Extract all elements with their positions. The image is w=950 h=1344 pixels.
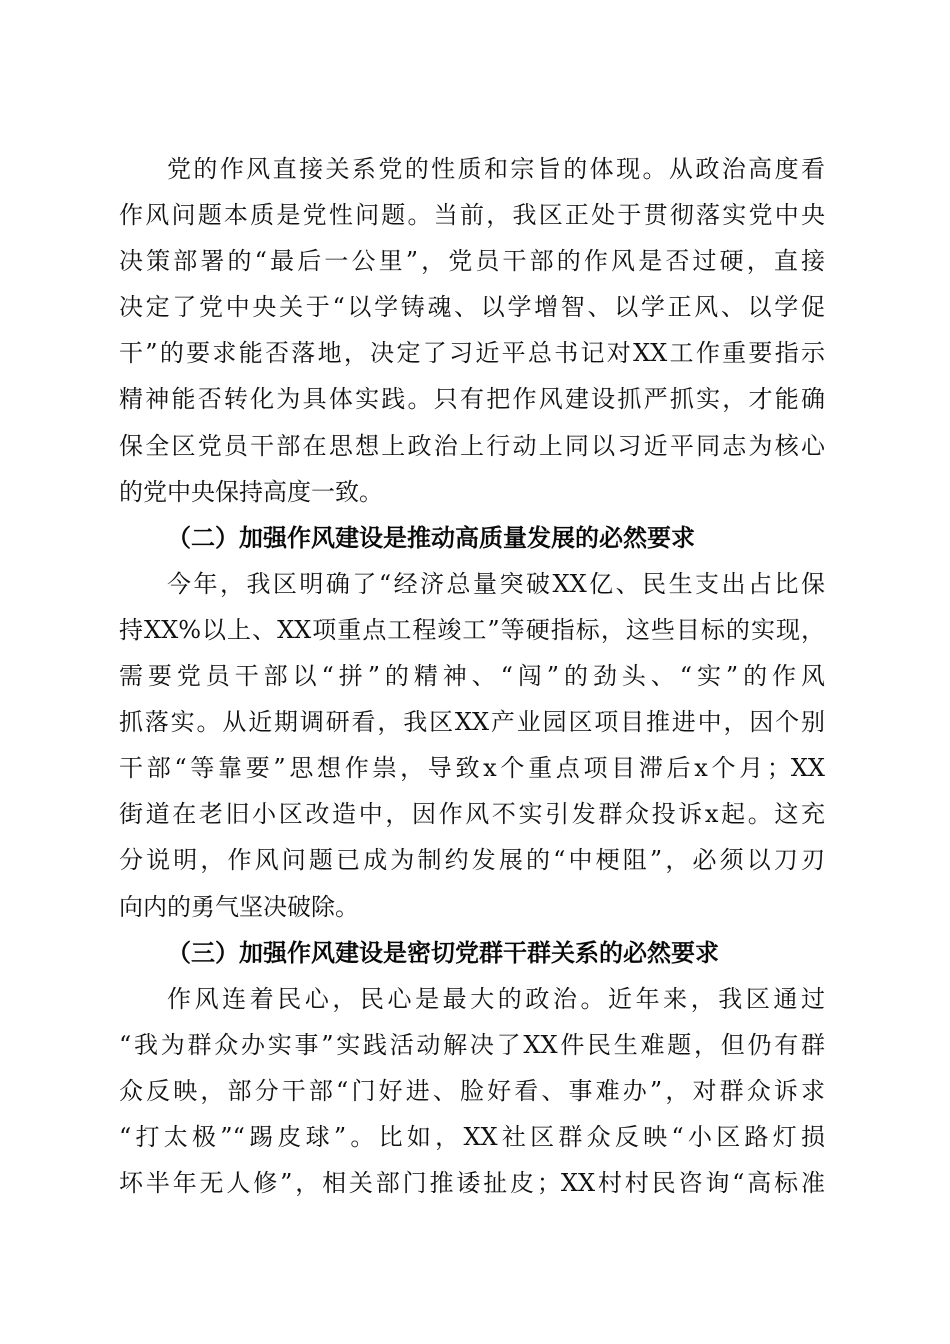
text-line: “打太极”“踢皮球”。比如，XX社区群众反映“小区路灯损 [119, 1122, 825, 1151]
text-line: 坏半年无人修”，相关部门推诿扯皮；XX村村民咨询“高标准 [119, 1169, 825, 1198]
text-line: 的党中央保持高度一致。 [119, 477, 383, 506]
text-line: “我为群众办实事”实践活动解决了XX件民生难题，但仍有群 [119, 1030, 825, 1059]
text-line: 干部“等靠要”思想作祟，导致x个重点项目滞后x个月；XX [119, 754, 825, 783]
text-line: 保全区党员干部在思想上政治上行动上同以习近平同志为核心 [119, 431, 825, 460]
text-line: 向内的勇气坚决破除。 [119, 892, 359, 921]
text-line: 抓落实。从近期调研看，我区XX产业园区项目推进中，因个别 [119, 708, 825, 737]
text-line: 党的作风直接关系党的性质和宗旨的体现。从政治高度看 [167, 155, 825, 183]
section-heading-2: （二）加强作风建设是推动高质量发展的必然要求 [167, 522, 695, 552]
paragraph-party-style [119, 146, 825, 515]
text-line: 街道在老旧小区改造中，因作风不实引发群众投诉x起。这充 [119, 800, 825, 829]
text-line: 今年，我区明确了“经济总量突破XX亿、民生支出占比保 [167, 569, 825, 598]
text-line: 决定了党中央关于“以学铸魂、以学增智、以学正风、以学促 [119, 293, 825, 322]
document-body [119, 146, 825, 1206]
text-line: 需要党员干部以“拼”的精神、“闯”的劲头、“实”的作风 [119, 662, 825, 691]
text-line: 干”的要求能否落地，决定了习近平总书记对XX工作重要指示 [119, 339, 825, 368]
text-line: 精神能否转化为具体实践。只有把作风建设抓严抓实，才能确 [119, 385, 825, 414]
text-line: 作风问题本质是党性问题。当前，我区正处于贯彻落实党中央 [119, 201, 825, 230]
text-line: 众反映，部分干部“门好进、脸好看、事难办”，对群众诉求 [119, 1076, 825, 1105]
text-line: 作风连着民心，民心是最大的政治。近年来，我区通过 [167, 984, 825, 1013]
text-line: 持XX%以上、XX项重点工程竣工”等硬指标，这些目标的实现， [119, 615, 825, 644]
text-line: 分说明，作风问题已成为制约发展的“中梗阻”，必须以刀刃 [119, 846, 825, 875]
paragraph-party-mass-relations [119, 976, 825, 1206]
section-heading-3: （三）加强作风建设是密切党群干群关系的必然要求 [167, 937, 719, 967]
text-line: 决策部署的“最后一公里”，党员干部的作风是否过硬，直接 [119, 247, 825, 276]
paragraph-high-quality-development [119, 561, 825, 930]
